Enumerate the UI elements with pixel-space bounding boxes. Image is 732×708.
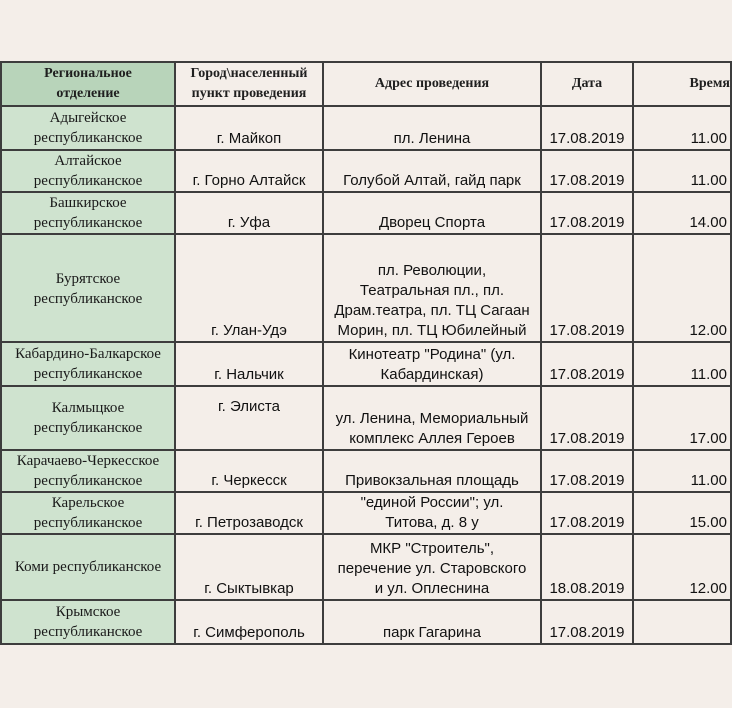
header-address: Адрес проведения bbox=[323, 62, 541, 106]
date-cell: 17.08.2019 bbox=[541, 492, 633, 534]
address-cell: пл. Ленина bbox=[323, 106, 541, 150]
time-value: 12.00 bbox=[689, 580, 727, 597]
city-cell: г. Уфа bbox=[175, 192, 323, 234]
table-row bbox=[1, 106, 731, 150]
region-cell: Карачаево-Черкесское республиканское bbox=[1, 450, 175, 492]
city-cell: г. Элиста bbox=[175, 386, 323, 450]
address-cell: "единой России"; ул. Титова, д. 8 у bbox=[323, 492, 541, 534]
city-cell: г. Петрозаводск bbox=[175, 492, 323, 534]
date-cell: 17.08.2019 bbox=[541, 600, 633, 644]
table-row bbox=[1, 450, 731, 492]
date-cell: 17.08.2019 bbox=[541, 234, 633, 342]
header-city: Город\населенный пункт проведения bbox=[175, 62, 323, 106]
region-cell: Башкирское республиканское bbox=[1, 192, 175, 234]
date-cell: 17.08.2019 bbox=[541, 150, 633, 192]
time-cell bbox=[633, 534, 731, 600]
address-cell: пл. Революции, Театральная пл., пл. Драм.театра, пл. ТЦ Сагаан Морин, пл. ТЦ Юбилейный bbox=[323, 234, 541, 342]
table-row bbox=[1, 192, 731, 234]
city-cell: г. Черкесск bbox=[175, 450, 323, 492]
table-row bbox=[1, 534, 731, 600]
region-cell: Алтайское республиканское bbox=[1, 150, 175, 192]
time-value: 11.00 bbox=[690, 472, 727, 489]
time-cell bbox=[633, 450, 731, 492]
table-row bbox=[1, 600, 731, 644]
region-cell: Адыгейское республиканское bbox=[1, 106, 175, 150]
time-cell bbox=[633, 106, 731, 150]
region-cell: Калмыцкое республиканское bbox=[1, 386, 175, 450]
date-cell: 17.08.2019 bbox=[541, 106, 633, 150]
header-time: Время bbox=[633, 62, 731, 106]
date-cell: 17.08.2019 bbox=[541, 342, 633, 386]
address-cell: Дворец Спорта bbox=[323, 192, 541, 234]
address-cell: МКР "Строитель", перечение ул. Старовского и ул. Оплеснина bbox=[323, 534, 541, 600]
region-cell: Кабардино-Балкарское республиканское bbox=[1, 342, 175, 386]
table-row bbox=[1, 342, 731, 386]
city-cell: г. Майкоп bbox=[175, 106, 323, 150]
city-cell: г. Сыктывкар bbox=[175, 534, 323, 600]
header-region: Региональное отделение bbox=[1, 62, 175, 106]
address-cell: Кинотеатр "Родина" (ул. Кабардинская) bbox=[323, 342, 541, 386]
city-cell: г. Улан-Удэ bbox=[175, 234, 323, 342]
region-cell: Карельское республиканское bbox=[1, 492, 175, 534]
city-cell: г. Горно Алтайск bbox=[175, 150, 323, 192]
time-value: 11.00 bbox=[690, 172, 727, 189]
header-date: Дата bbox=[541, 62, 633, 106]
date-cell: 18.08.2019 bbox=[541, 534, 633, 600]
address-cell: ул. Ленина, Мемориальный комплекс Аллея Героев bbox=[323, 386, 541, 450]
date-cell: 17.08.2019 bbox=[541, 192, 633, 234]
address-cell: парк Гагарина bbox=[323, 600, 541, 644]
table-row bbox=[1, 150, 731, 192]
city-cell: г. Нальчик bbox=[175, 342, 323, 386]
time-cell bbox=[633, 192, 731, 234]
table-row bbox=[1, 234, 731, 342]
region-cell: Коми республиканское bbox=[1, 534, 175, 600]
time-value: 12.00 bbox=[689, 322, 727, 339]
time-value: 11.00 bbox=[690, 366, 727, 383]
time-value: 15.00 bbox=[689, 514, 727, 531]
table-row bbox=[1, 386, 731, 450]
time-cell bbox=[633, 600, 731, 644]
time-cell bbox=[633, 342, 731, 386]
region-cell: Крымское республиканское bbox=[1, 600, 175, 644]
city-cell: г. Симферополь bbox=[175, 600, 323, 644]
time-cell bbox=[633, 386, 731, 450]
address-cell: Голубой Алтай, гайд парк bbox=[323, 150, 541, 192]
time-value: 17.00 bbox=[689, 430, 727, 447]
region-cell: Бурятское республиканское bbox=[1, 234, 175, 342]
address-cell: Привокзальная площадь bbox=[323, 450, 541, 492]
time-cell bbox=[633, 492, 731, 534]
date-cell: 17.08.2019 bbox=[541, 450, 633, 492]
time-value: 11.00 bbox=[690, 130, 727, 147]
time-value: 14.00 bbox=[689, 214, 727, 231]
schedule-table bbox=[0, 61, 732, 645]
header-row bbox=[1, 62, 731, 106]
time-cell bbox=[633, 150, 731, 192]
time-cell bbox=[633, 234, 731, 342]
date-cell: 17.08.2019 bbox=[541, 386, 633, 450]
table-row bbox=[1, 492, 731, 534]
